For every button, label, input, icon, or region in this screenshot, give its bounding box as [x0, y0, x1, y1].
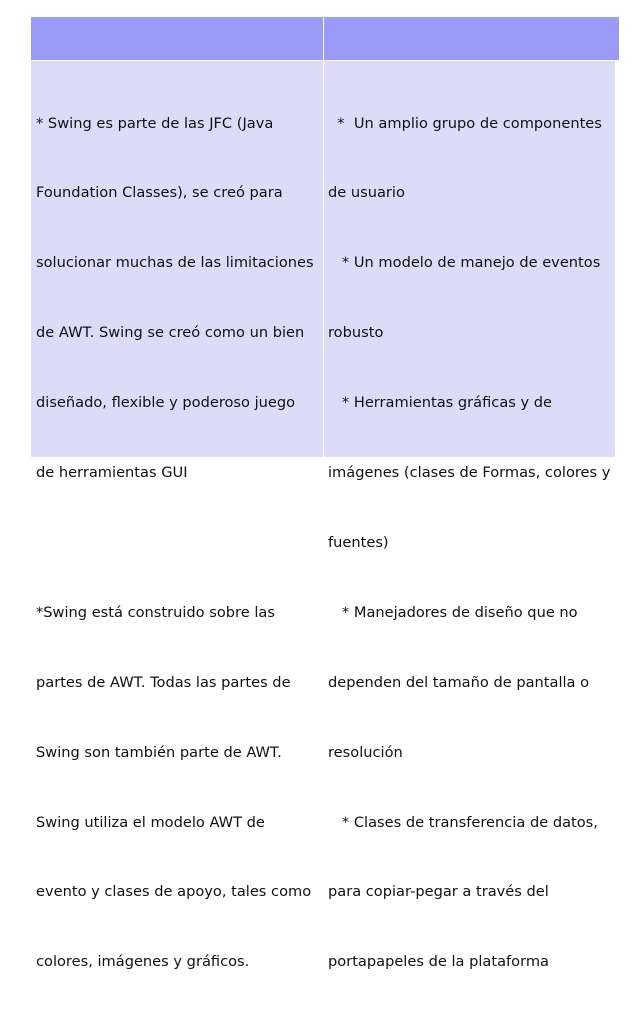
- right-line: dependen del tamaño de pantalla o: [328, 673, 590, 691]
- right-line: * Manejadores de diseño que no: [328, 603, 578, 621]
- right-line: * Herramientas gráficas y de: [328, 394, 553, 412]
- right-line: * Un modelo de manejo de eventos: [328, 254, 601, 272]
- left-line: Swing utiliza el modelo AWT de: [36, 813, 265, 831]
- right-line: imágenes (clases de Formas, colores y: [328, 464, 611, 482]
- left-line: de AWT. Swing se creó como un bien: [36, 324, 305, 342]
- content-table: [31, 17, 615, 971]
- right-line: de usuario: [328, 184, 405, 202]
- right-line: resolución: [328, 743, 403, 761]
- right-line: para copiar-pegar a través del: [328, 883, 549, 901]
- left-line: Swing son también parte de AWT.: [36, 743, 282, 761]
- right-line: * Un amplio grupo de componentes: [328, 114, 602, 132]
- left-line: *Swing está construido sobre las: [36, 603, 275, 621]
- left-line: partes de AWT. Todas las partes de: [36, 673, 291, 691]
- left-line: evento y clases de apoyo, tales como: [36, 883, 312, 901]
- right-line: * Clases de transferencia de datos,: [328, 813, 598, 831]
- body-cell-right: [324, 61, 615, 971]
- left-line: Foundation Classes), se creó para: [36, 184, 283, 202]
- body-cell-left: [31, 61, 323, 971]
- right-line: portapapeles de la plataforma: [328, 953, 549, 971]
- left-line: de herramientas GUI: [36, 464, 188, 482]
- left-line: diseñado, flexible y poderoso juego: [36, 394, 296, 412]
- left-line: [36, 531, 319, 554]
- header-cell-left: [31, 17, 323, 60]
- left-line: colores, imágenes y gráficos.: [36, 953, 250, 971]
- header-cell-right: [324, 17, 619, 60]
- right-line: fuentes): [328, 533, 389, 551]
- column-divider: [323, 17, 324, 457]
- left-line: * Swing es parte de las JFC (Java: [36, 114, 274, 132]
- right-line: robusto: [328, 324, 384, 342]
- left-line: solucionar muchas de las limitaciones: [36, 254, 314, 272]
